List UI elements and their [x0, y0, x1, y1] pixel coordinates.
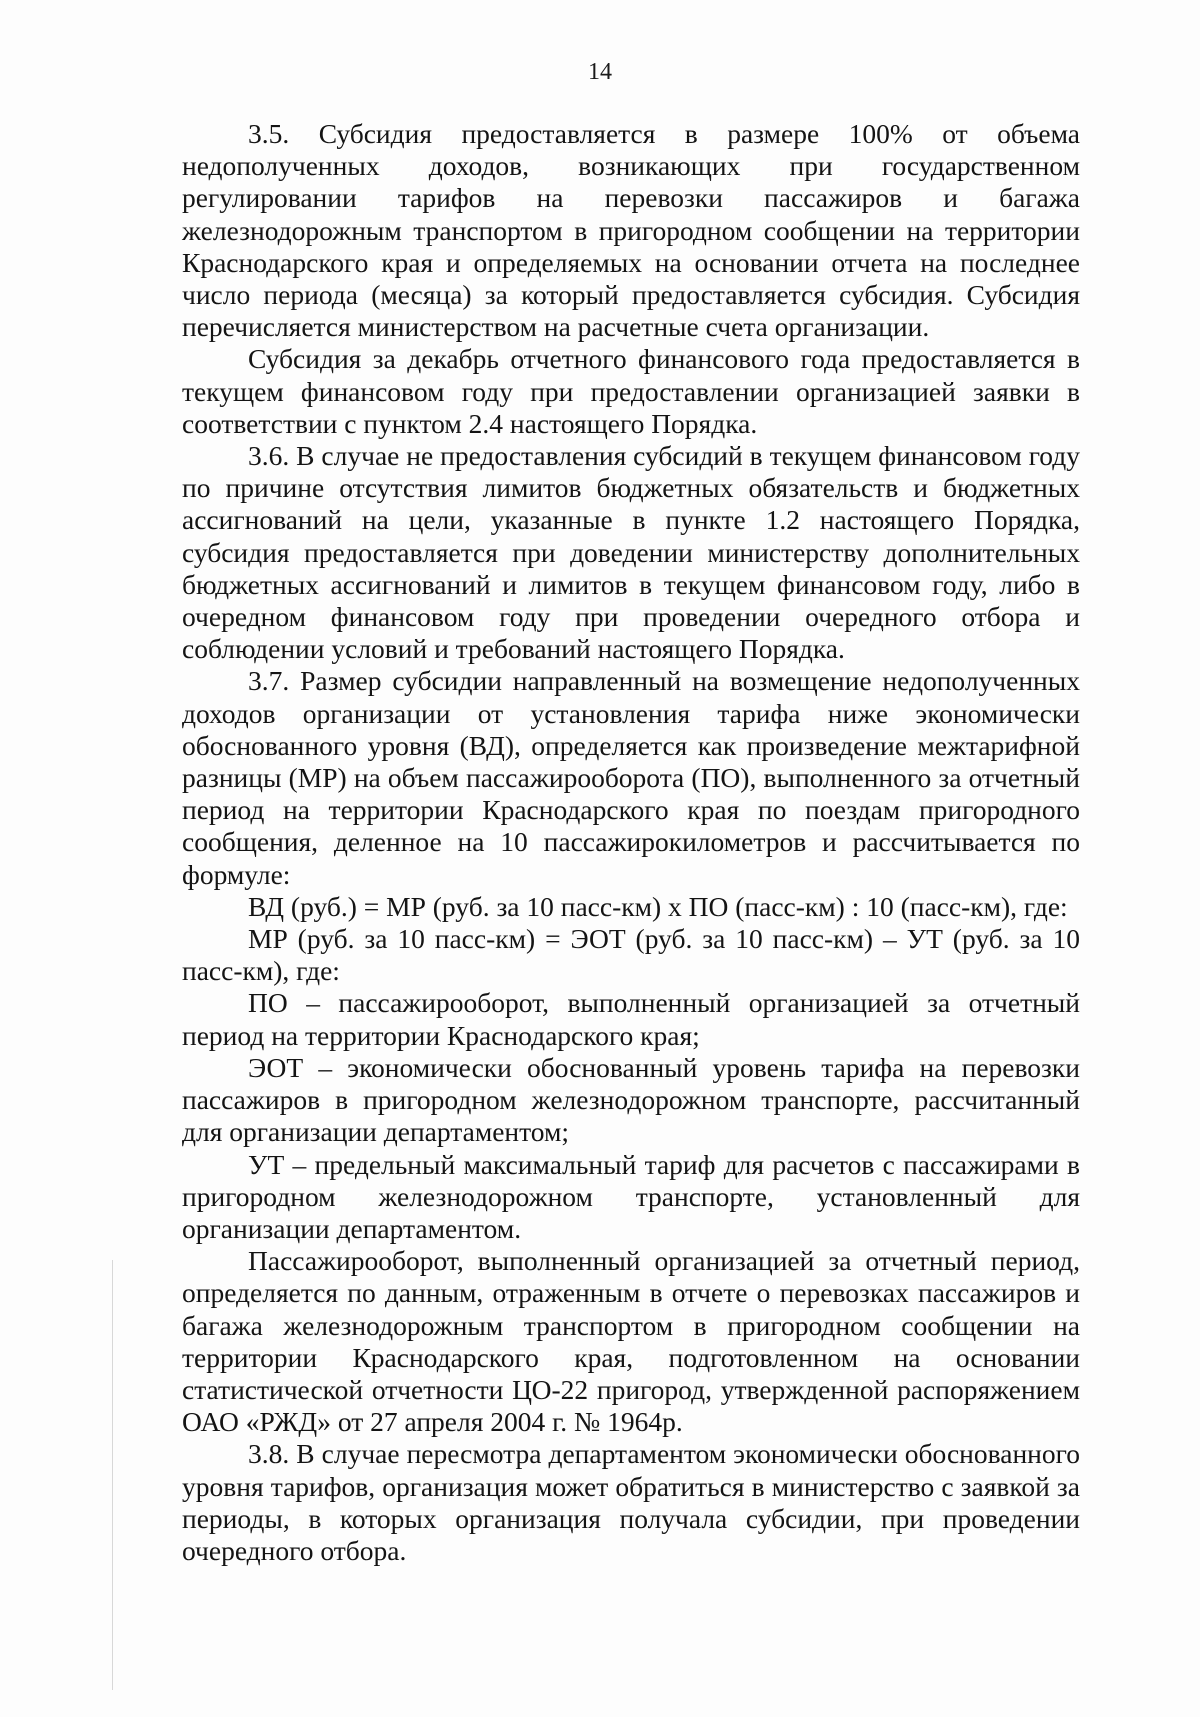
paragraph-3-8: 3.8. В случае пересмотра департаментом экономически обоснованного уровня тарифов, организация может обратиться в министерство с заявкой за периоды, в которых организация получала субсидии, при проведении очередного отбора.	[182, 1438, 1080, 1566]
definition-eot: ЭОТ – экономически обоснованный уровень тарифа на перевозки пассажиров в пригородном железнодорожном транспорте, рассчитанный для организации департаментом;	[182, 1051, 1080, 1148]
formula-mr: МР (руб. за 10 пасс-км) = ЭОТ (руб. за 10 пасс-км) – УТ (руб. за 10 пасс-км), где:	[182, 923, 1080, 987]
definition-ut: УТ – предельный максимальный тариф для расчетов с пассажирами в пригородном железнодорожном транспорте, установленный для организации департаментом.	[182, 1148, 1080, 1244]
document-body	[182, 118, 1080, 1567]
formula-vd: ВД (руб.) = МР (руб. за 10 пасс-км) х ПО (пасс-км) : 10 (пасс-км), где:	[248, 890, 1068, 922]
paragraph-3-6: 3.6. В случае не предоставления субсидий в текущем финансовом году по причине отсутствия лимитов бюджетных обязательств и бюджетных ассигнований на цели, указанные в пункте 1.2 настоящего Порядка, субсидия предоставляется при доведении министерству дополнительных бюджетных ассигнований и лимитов в текущем финансовом году, либо в очередном финансовом году при проведении очередного отбора и соблюдении условий и требований настоящего Порядка.	[182, 440, 1080, 665]
paragraph-december-subsidy: Субсидия за декабрь отчетного финансового года предоставляется в текущем финансовом году при предоставлении организацией заявки в соответствии с пунктом 2.4 настоящего Порядка.	[182, 343, 1080, 439]
paragraph-3-7: 3.7. Размер субсидии направленный на возмещение недополученных доходов организации от установления тарифа ниже экономически обоснованного уровня (ВД), определяется как произведение межтарифной разницы (МР) на объем пассажирооборота (ПО), выполненного за отчетный период на территории Краснодарского края по поездам пригородного сообщения, деленное на 10 пассажирокилометров и рассчитывается по формуле:	[182, 665, 1080, 890]
paragraph-passenger-turnover: Пассажирооборот, выполненный организацией за отчетный период, определяется по данным, отраженным в отчете о перевозках пассажиров и багажа железнодорожным транспортом в пригородном сообщении на территории Краснодарского края, подготовленном на основании статистической отчетности ЦО-22 пригород, утвержденной распоряжением ОАО «РЖД» от 27 апреля 2004 г. № 1964р.	[182, 1245, 1080, 1438]
definition-po: ПО – пассажирооборот, выполненный организацией за отчетный период на территории Краснодарского края;	[182, 987, 1080, 1051]
page-number: 14	[588, 59, 612, 85]
paragraph-3-5: 3.5. Субсидия предоставляется в размере 100% от объема недополученных доходов, возникающих при государственном регулировании тарифов на перевозки пассажиров и багажа железнодорожным транспортом в пригородном сообщении на территории Краснодарского края и определяемых на основании отчета на последнее число периода (месяца) за который предоставляется субсидия. Субсидия перечисляется министерством на расчетные счета организации.	[182, 118, 1080, 343]
scan-artifact-line	[112, 1260, 113, 1690]
